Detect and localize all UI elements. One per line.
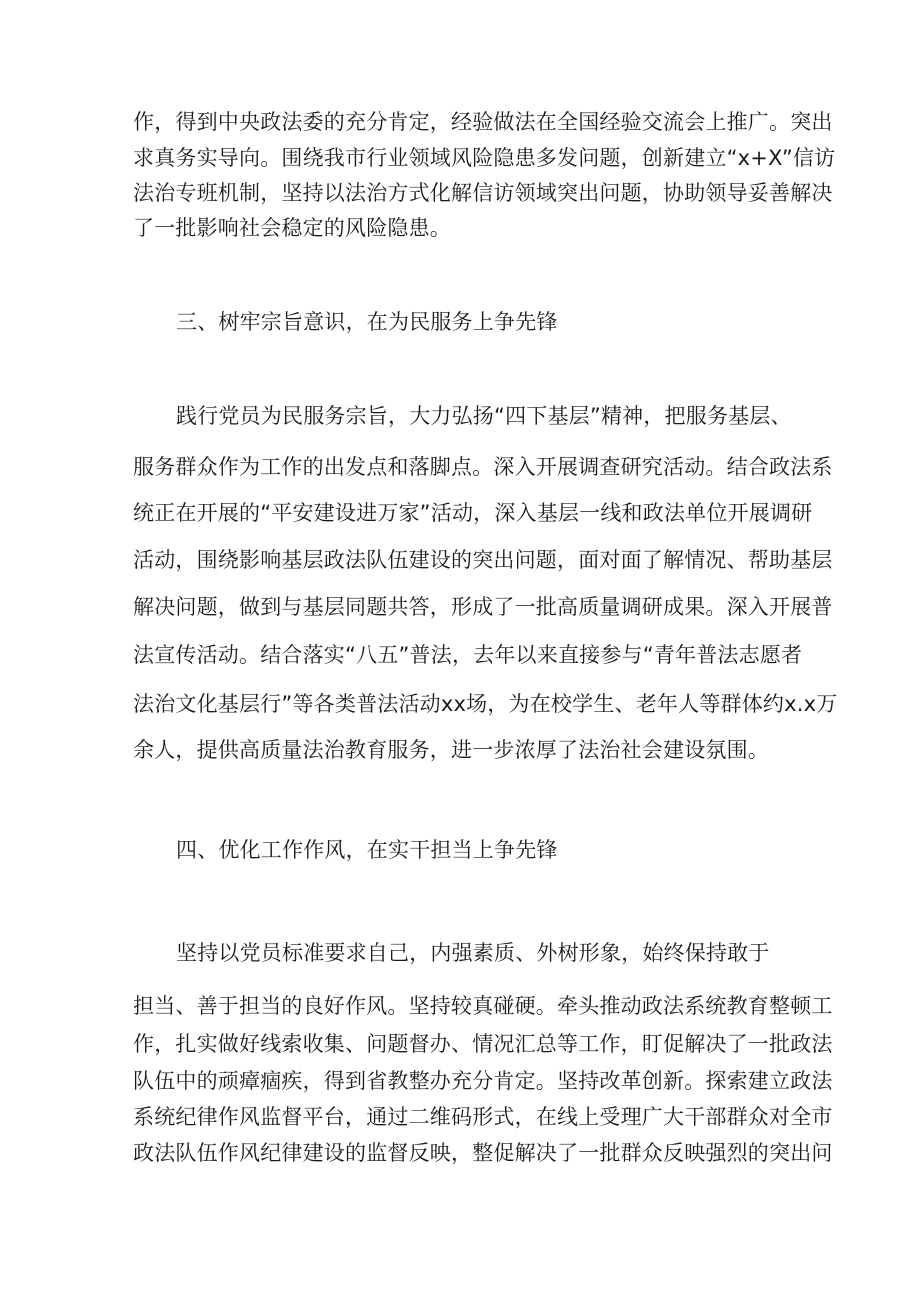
paragraph-line: 活动，围绕影响基层政法队伍建设的突出问题，面对面了解情况、帮助基层 — [133, 548, 833, 572]
paragraph-line: 践行党员为民服务宗旨，大力弘扬“四下基层”精神，把服务基层、 — [176, 404, 792, 428]
paragraph-line: 求真务实导向。围绕我市行业领域风险隐患多发问题，创新建立“x+X”信访 — [133, 146, 836, 170]
paragraph-line: 作，扎实做好线索收集、问题督办、情况汇总等工作，盯促解决了一批政法 — [133, 1032, 833, 1056]
paragraph-line: 法治文化基层行”等各类普法活动xx场，为在校学生、老年人等群体约x.x万 — [133, 692, 838, 716]
section-heading-4: 四、优化工作作风，在实干担当上争先锋 — [176, 838, 558, 862]
paragraph-line: 坚持以党员标准要求自己，内强素质、外树形象，始终保持敢于 — [176, 941, 770, 965]
paragraph-line: 队伍中的顽瘴痼疾，得到省教整办充分肯定。坚持改革创新。探索建立政法 — [133, 1069, 833, 1093]
paragraph-line: 法宣传活动。结合落实“八五”普法，去年以来直接参与“青年普法志愿者 — [133, 643, 803, 667]
section-heading-3: 三、树牢宗旨意识，在为民服务上争先锋 — [176, 310, 558, 334]
paragraph-line: 系统纪律作风监督平台，通过二维码形式，在线上受理广大干部群众对全市 — [133, 1105, 833, 1129]
paragraph-line: 作，得到中央政法委的充分肯定，经验做法在全国经验交流会上推广。突出 — [133, 110, 833, 134]
paragraph-line: 了一批影响社会稳定的风险隐患。 — [133, 216, 451, 240]
paragraph-line: 担当、善于担当的良好作风。坚持较真碰硬。牵头推动政法系统教育整顿工 — [133, 994, 833, 1018]
paragraph-line: 法治专班机制，坚持以法治方式化解信访领域突出问题，协助领导妥善解决 — [133, 181, 833, 205]
paragraph-line: 政法队伍作风纪律建设的监督反映，整促解决了一批群众反映强烈的突出问 — [133, 1141, 833, 1165]
paragraph-line: 服务群众作为工作的出发点和落脚点。深入开展调查研究活动。结合政法系 — [133, 455, 833, 479]
paragraph-line: 解决问题，做到与基层同题共答，形成了一批高质量调研成果。深入开展普 — [133, 595, 833, 619]
paragraph-line: 统正在开展的“平安建设进万家”活动，深入基层一线和政法单位开展调研 — [133, 501, 813, 525]
paragraph-line: 余人，提供高质量法治教育服务，进一步浓厚了法治社会建设氛围。 — [133, 738, 769, 762]
